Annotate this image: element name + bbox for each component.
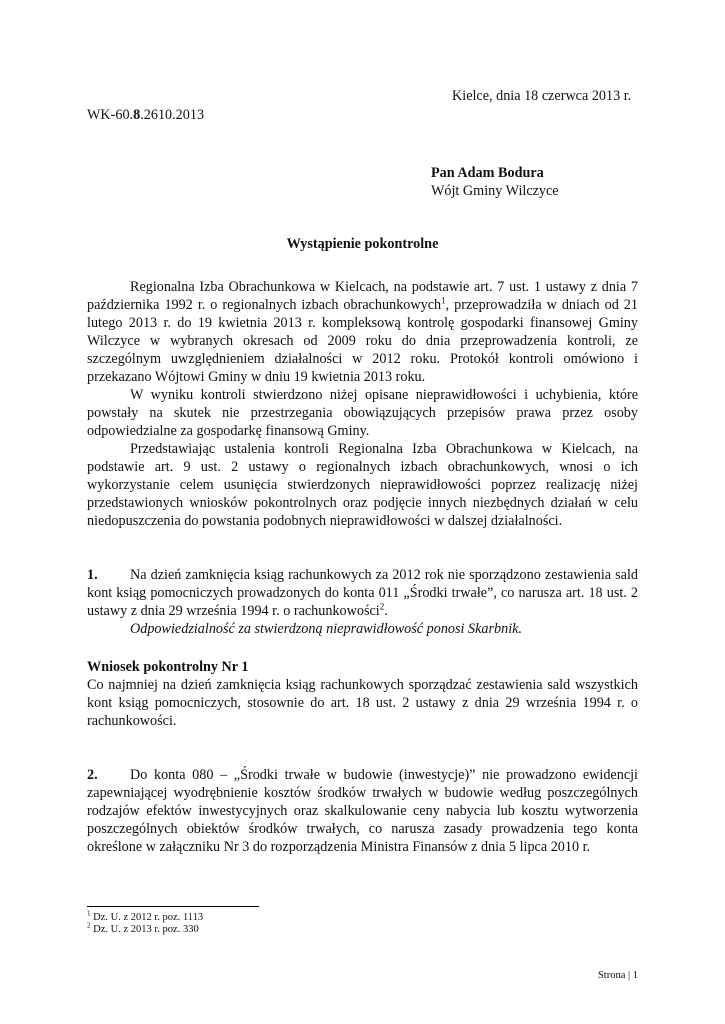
intro-paragraph-3: Przedstawiając ustalenia kontroli Regionalna Izba Obrachunkowa w Kielcach, na podstawie art. 9 ust. 2 ustawy o regionalnych izbach obrachunkowych, wnosi o ich wykorzystanie celem usunięcia stwierdzonych nieprawidłowości poprzez realizację niżej przedstawionych wniosków pokontrolnych oraz podjęcie innych niezbędnych działań w celu niedopuszczenia do powstania podobnych nieprawidłowości w dalszej działalności.	[87, 441, 638, 529]
finding-1-responsibility: Odpowiedzialność za stwierdzoną nieprawidłowość ponosi Skarbnik.	[130, 621, 522, 637]
footnote-ref-1: 1	[441, 295, 446, 306]
recommendation-text: Co najmniej na dzień zamknięcia ksiąg rachunkowych sporządzać zestawienia sald wszystkich kont ksiąg pomocniczych, stosownie do art. 18 ust. 2 ustawy z dnia 29 września 1994 r. o rachunkowości.	[87, 677, 638, 729]
footnote-1: $^1$ Dz. U. z 2012 r. poz. 1113	[87, 909, 204, 923]
footnote-ref-2: 2	[379, 601, 385, 612]
finding-1: 1. Na dzień zamknięcia ksiąg rachunkowych za 2012 rok nie sporządzono zestawienia sald kont ksiąg pomocniczych prowadzonych do konta 011 „Środki trwałe”, co narusza art. 18 ust. 2 ustawy z dnia 29 września 1994 r. o rachunkowości$^2$.	[87, 567, 638, 619]
document-body	[87, 278, 638, 856]
intro-paragraph-2: W wyniku kontroli stwierdzono niżej opisane nieprawidłowości i uchybienia, które powstały na skutek nie przestrzegania obowiązujących przepisów prawa przez osoby odpowiedzialne za gospodarkę finansową Gminy.	[87, 387, 638, 439]
finding-number: 2.	[87, 767, 98, 783]
footnote-2: $^2$ Dz. U. z 2013 r. poz. 330	[87, 921, 199, 935]
finding-number: 1.	[87, 567, 98, 583]
footnote-separator	[87, 906, 259, 907]
intro-paragraph-1: Regionalna Izba Obrachunkowa w Kielcach, na podstawie art. 7 ust. 1 ustawy z dnia 7 października 1992 r. o regionalnych izbach obrachunkowych$^1$, przeprowadziła w dniach od 21 lutego 2013 r. do 19 kwietnia 2013 r. kompleksową kontrolę gospodarki finansowej Gminy Wilczyce w wybranych okresach od 2009 roku do dnia przeprowadzenia kontroli, ze szczególnym uwzględnieniem działalności w 2012 roku. Protokół kontroli omówiono i przekazano Wójtowi Gminy w dniu 19 kwietnia 2013 roku.	[87, 279, 638, 385]
ref-suffix: .2610.2013	[140, 107, 205, 123]
recommendation-heading: Wniosek pokontrolny Nr 1	[87, 659, 249, 675]
addressee-title: Wójt Gminy Wilczyce	[431, 183, 559, 199]
reference-number	[87, 106, 204, 124]
page-number: Strona | 1	[597, 970, 638, 981]
ref-bold-part: 8	[133, 107, 141, 123]
finding-2: 2. Do konta 080 – „Środki trwałe w budowie (inwestycje)” nie prowadzono ewidencji zapewniającej wyodrębnienie kosztów środków trwałych w budowie według poszczególnych rodzajów efektów inwestycyjnych oraz skalkulowanie ceny nabycia lub kosztu wytworzenia poszczególnych obiektów środków trwałych, co narusza zasady prowadzenia tego konta określone w załączniku Nr 3 do rozporządzenia Ministra Finansów z dnia 5 lipca 2010 r.	[87, 767, 638, 855]
addressee-block	[431, 164, 559, 200]
document-title: Wystąpienie pokontrolne	[286, 236, 439, 252]
date-line: Kielce, dnia 18 czerwca 2013 r.	[452, 88, 632, 104]
addressee-name: Pan Adam Bodura	[431, 165, 544, 181]
ref-prefix: WK-60.	[87, 107, 134, 123]
